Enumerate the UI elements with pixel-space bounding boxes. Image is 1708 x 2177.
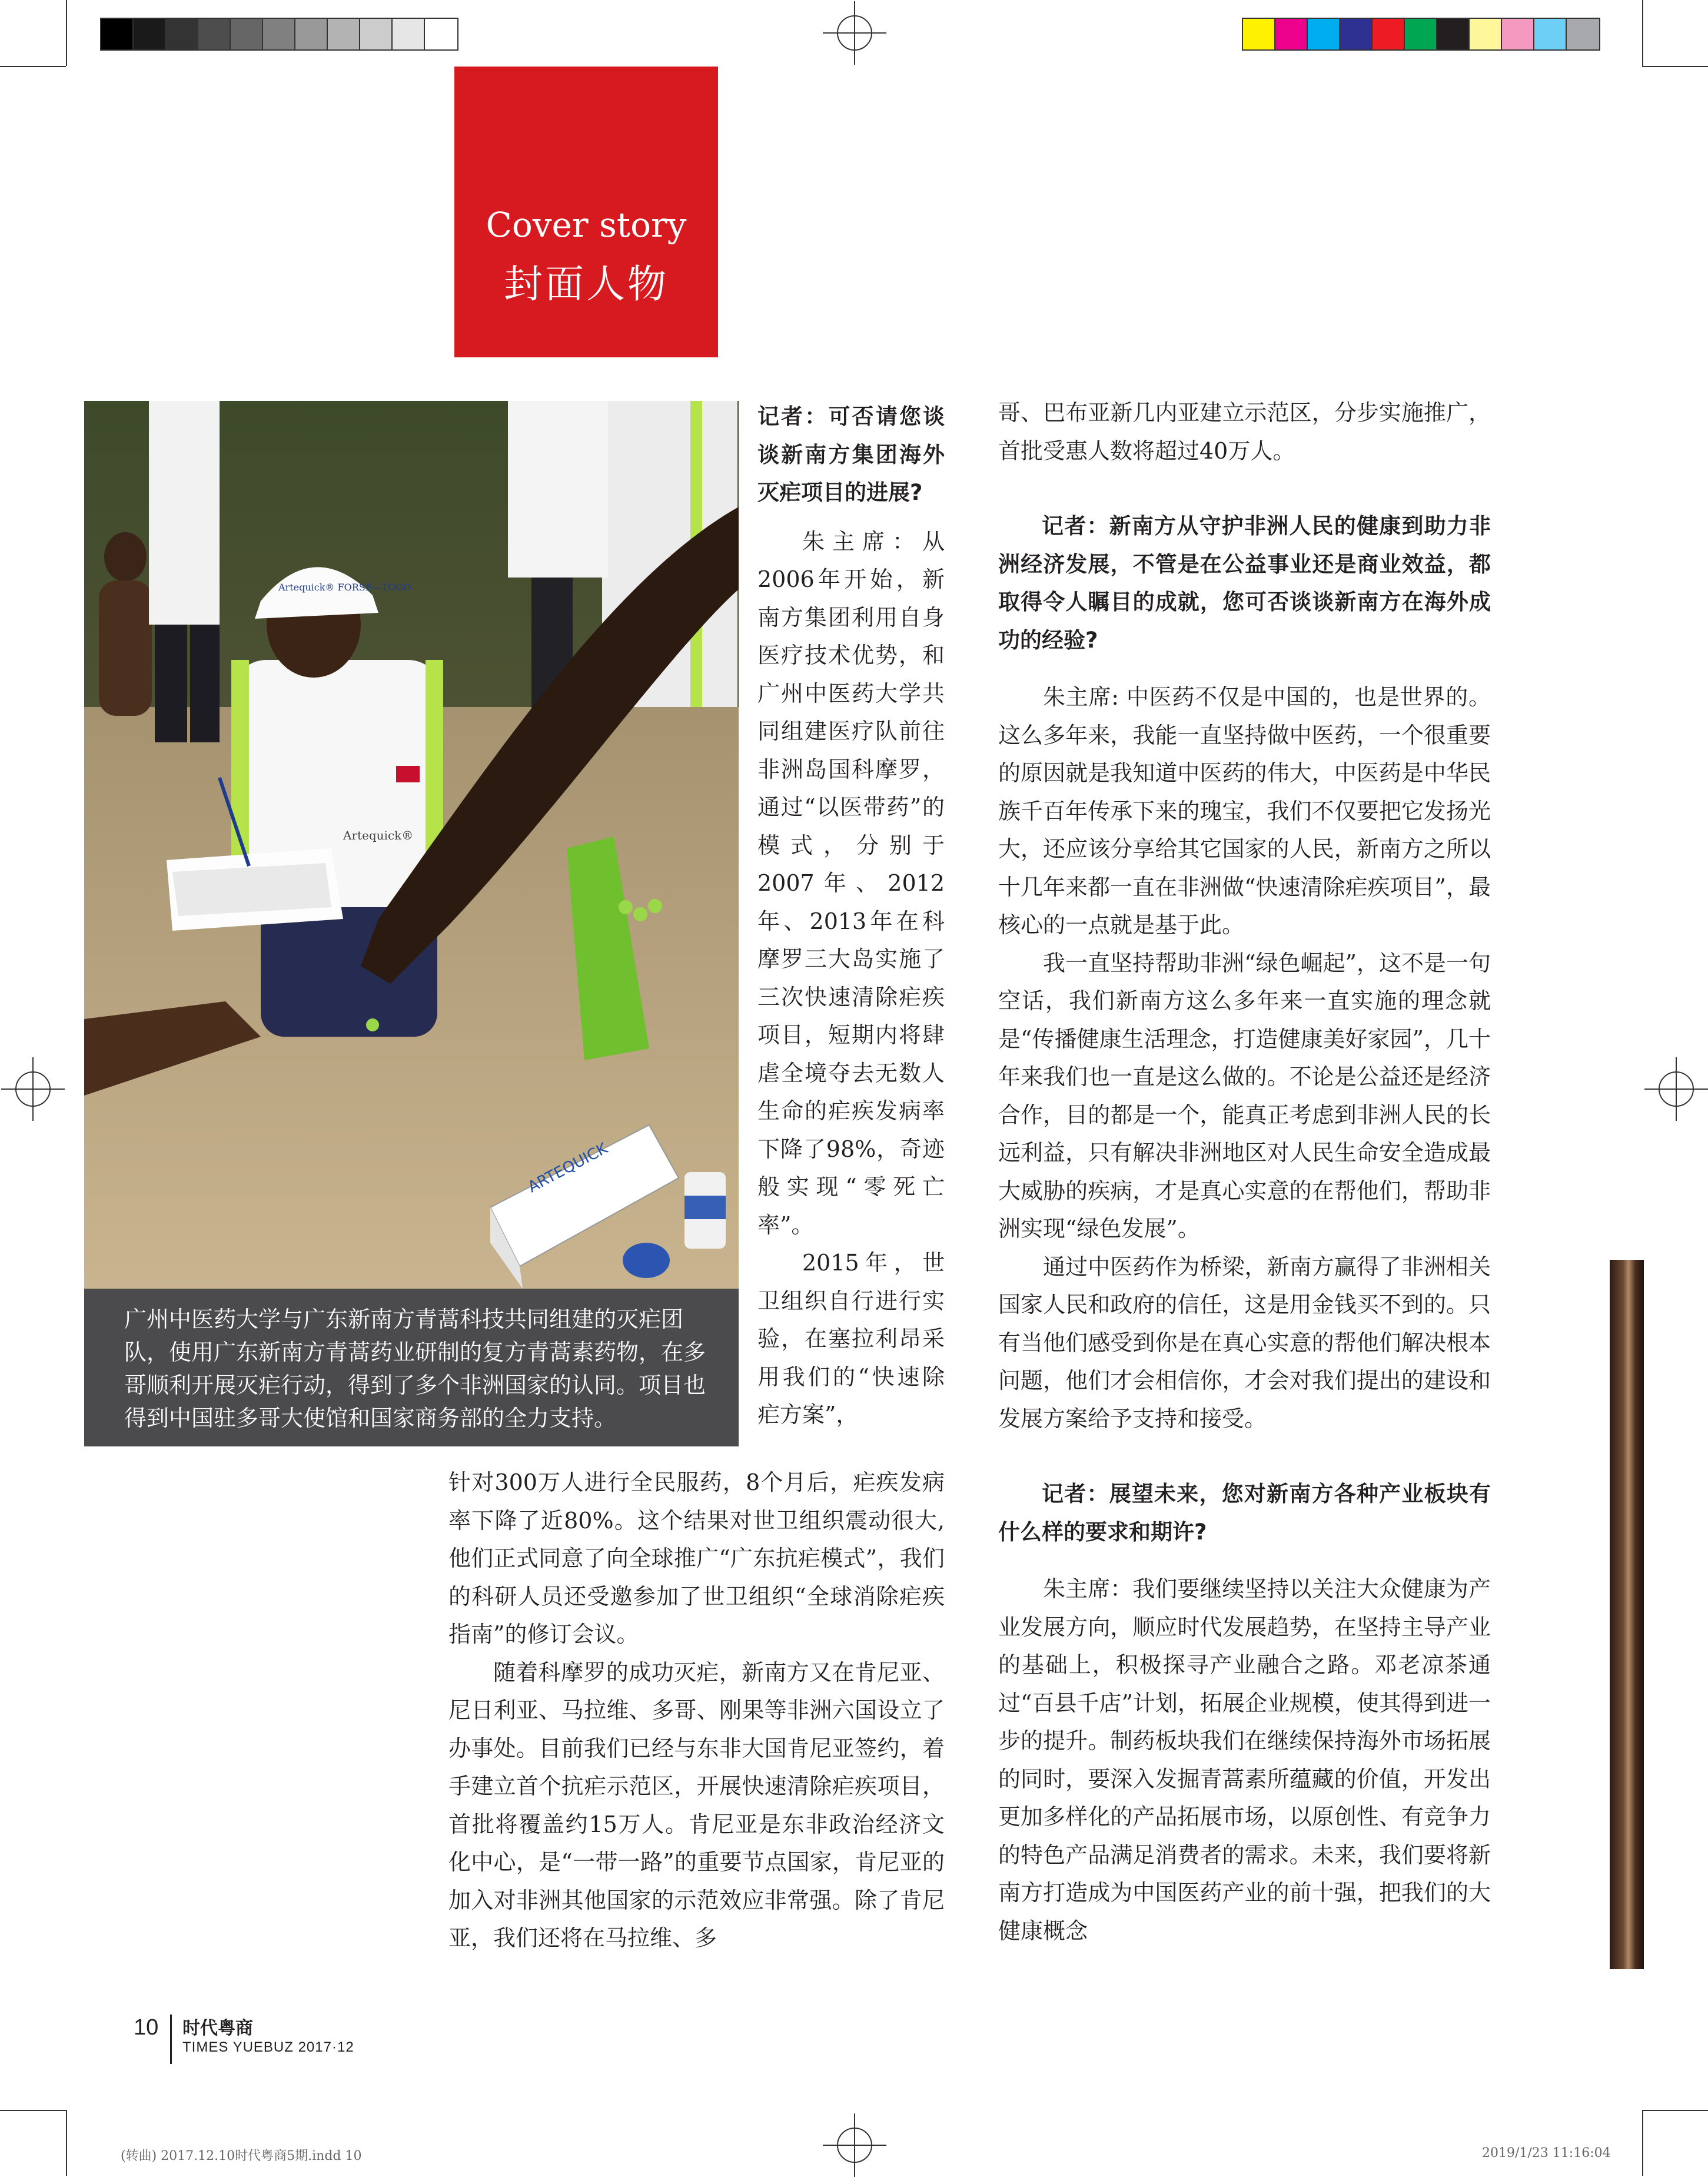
photo-caption: 广州中医药大学与广东新南方青蒿科技共同组建的灭疟团队，使用广东新南方青蒿药业研制的复方青蒿素药物，在多哥顺利开展灭疟行动，得到了多个非洲国家的认同。项目也得到中国驻多哥大使馆和国家商务部的全力支持。 [124, 1306, 706, 1431]
crop-mark [1642, 66, 1708, 67]
color-bar [1242, 18, 1600, 51]
section-label-box [454, 67, 718, 357]
footer-divider [170, 2015, 172, 2064]
magazine-name-zh: 时代粤商 [182, 2018, 253, 2039]
page-number: 10 [134, 2015, 159, 2040]
crop-mark [0, 66, 66, 67]
section-title-zh: 封面人物 [504, 261, 669, 307]
registration-mark [837, 2128, 872, 2163]
crop-mark [1642, 2110, 1708, 2111]
adjacent-page-image-strip [1610, 1260, 1644, 1969]
article-column-1-bottom [448, 1463, 945, 1957]
crop-mark [1642, 0, 1643, 66]
question-1: 记者：可否请您谈谈新南方集团海外灭疟项目的进展? [757, 404, 945, 505]
answer-2-paragraph-3: 通过中医药作为桥梁，新南方赢得了非洲相关国家人民和政府的信任，这是用金钱买不到的。只有当他们感受到你是在真心实意的帮他们解决根本问题，他们才会相信你，才会对我们提出的建设和发展方案给予支持和接受。 [998, 1253, 1491, 1432]
slug-timestamp: 2019/1/23 11:16:04 [1482, 2146, 1611, 2161]
box-text: ARTEQUICK [525, 1139, 611, 1197]
answer-1-paragraph-1: 朱主席：从2006年开始，新南方集团利用自身医疗技术优势，和广州中医药大学共同组建医疗队前往非洲岛国科摩罗，通过“以医带药”的模式，分别于2007年、2012年、2013年在科摩罗三大岛实施了三次快速清除疟疾项目，短期内将肆虐全境夺去无数人生命的疟疾发病率下降了98%，奇迹般实现“零死亡率”。 [757, 528, 945, 1238]
answer-1-paragraph-2-top: 2015年，世卫组织自行进行实验，在塞拉利昂采用我们的“快速除疟方案”， [757, 1250, 945, 1428]
article-column-2 [998, 394, 1491, 1950]
magazine-issue: TIMES YUEBUZ 2017·12 [182, 2039, 354, 2055]
question-2: 记者：新南方从守护非洲人民的健康到助力非洲经济发展，不管是在公益事业还是商业效益，都取得令人瞩目的成就，您可否谈谈新南方在海外成功的经验? [998, 513, 1491, 653]
cap-text: Artequick® FORSE—TOGO [278, 582, 411, 593]
answer-1-paragraph-3: 随着科摩罗的成功灭疟，新南方又在肯尼亚、尼日利亚、马拉维、多哥、刚果等非洲六国设立了办事处。目前我们已经与东非大国肯尼亚签约，着手建立首个抗疟示范区，开展快速清除疟疾项目，首批将覆盖约15万人。肯尼亚是东非政治经济文化中心，是“一带一路”的重要节点国家，肯尼亚的加入对非洲其他国家的示范效应非常强。除了肯尼亚，我们还将在马拉维、多 [448, 1659, 945, 1951]
crop-mark [0, 2110, 66, 2111]
registration-mark [1659, 1071, 1694, 1107]
question-3: 记者：展望未来，您对新南方各种产业板块有什么样的要求和期许? [998, 1481, 1491, 1545]
vest-text: Artequick® [343, 828, 414, 842]
slug-filename: (转曲) 2017.12.10时代粤商5期.indd 10 [121, 2149, 362, 2163]
article-column-1-top [757, 398, 945, 1434]
answer-2-paragraph-1: 朱主席: 中医药不仅是中国的，也是世界的。这么多年来，我能一直坚持做中医药，一个很重要的原因就是我知道中医药的伟大，中医药是中华民族千百年传承下来的瑰宝，我们不仅要把它发扬光大，还应该分享给其它国家的人民，新南方之所以十几年来都一直在非洲做“快速清除疟疾项目”，最核心的一点就是基于此。 [998, 684, 1491, 938]
crop-mark [1642, 2110, 1643, 2176]
crop-mark [66, 2110, 67, 2176]
answer-1-paragraph-3-cont: 哥、巴布亚新几内亚建立示范区，分步实施推广，首批受惠人数将超过40万人。 [998, 400, 1491, 464]
section-title-en: Cover story [486, 205, 687, 245]
registration-mark [837, 15, 872, 51]
registration-mark [15, 1071, 51, 1107]
answer-3-paragraph-1: 朱主席：我们要继续坚持以关注大众健康为产业发展方向，顺应时代发展趋势，在坚持主导产业的基础上，积极探寻产业融合之路。邓老凉茶通过“百县千店”计划，拓展企业规模，使其得到进一步的提升。制药板块我们在继续保持海外市场拓展的同时，要深入发掘青蒿素所蕴藏的价值，开发出更加多样化的产品拓展市场，以原创性、有竞争力的特色产品满足消费者的需求。未来，我们要将新南方打造成为中国医药产业的前十强，把我们的大健康概念 [998, 1576, 1491, 1944]
article-photo [84, 401, 739, 1289]
photo-caption-box [84, 1289, 739, 1446]
crop-mark [66, 0, 67, 66]
answer-1-paragraph-2-bottom: 针对300万人进行全民服药，8个月后，疟疾发病率下降了近80%。这个结果对世卫组织震动很大,他们正式同意了向全球推广“广东抗疟模式”，我们的科研人员还受邀参加了世卫组织“全球消除疟疾指南”的修订会议。 [448, 1469, 945, 1647]
grayscale-bar [100, 18, 458, 51]
answer-2-paragraph-2: 我一直坚持帮助非洲“绿色崛起”，这不是一句空话，我们新南方这么多年来一直实施的理念就是“传播健康生活理念，打造健康美好家园”，几十年来我们也一直是这么做的。不论是公益还是经济合作，目的都是一个，能真正考虑到非洲人民的长远利益，只有解决非洲地区对人民生命安全造成最大威胁的疾病，才是真心实意的在帮他们，帮助非洲实现“绿色发展”。 [998, 950, 1491, 1242]
